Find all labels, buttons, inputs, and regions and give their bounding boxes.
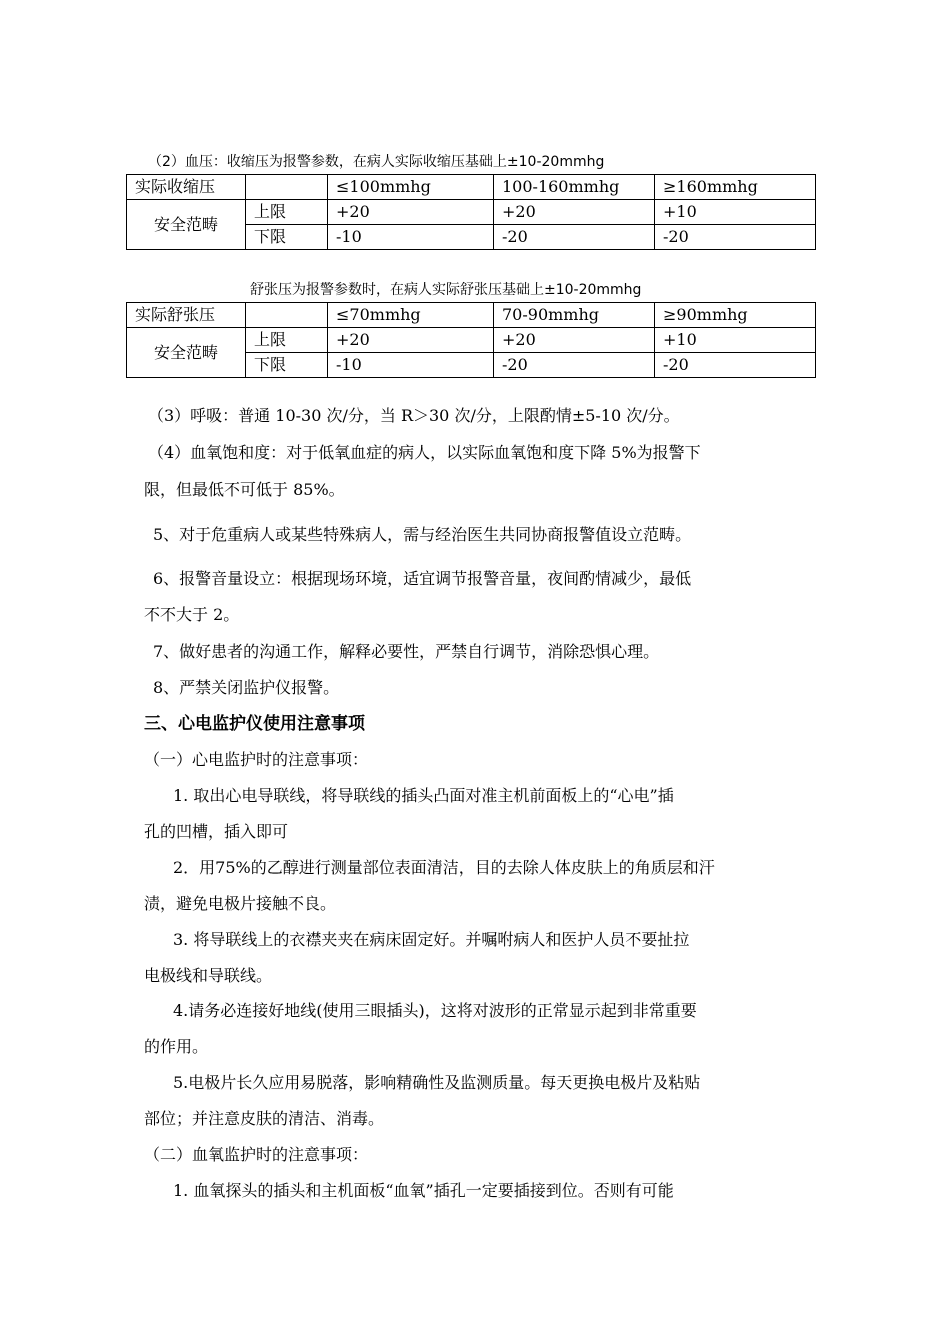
table-cell: 下限 [246,353,328,378]
paragraph-line: 5.电极片长久应用易脱落，影响精确性及监测质量。每天更换电极片及粘贴 [173,1073,701,1092]
table-cell [246,175,328,200]
table-cell: ≥160mmhg [655,175,816,200]
section-heading: 三、心电监护仪使用注意事项 [144,714,365,734]
paragraph-line: 1. 取出心电导联线，将导联线的插头凸面对准主机前面板上的“心电”插 [173,786,674,805]
table-cell: 下限 [246,225,328,250]
table-row [127,200,816,225]
paragraph-line: 不不大于 2。 [144,605,240,624]
table-cell: ≥90mmhg [655,303,816,328]
paragraph-line: 的作用。 [144,1037,209,1056]
paragraph-line: 孔的凹槽，插入即可 [144,822,289,841]
paragraph-line: 1. 血氧探头的插头和主机面板“血氧”插孔一定要插接到位。否则有可能 [173,1181,674,1200]
table-cell [246,303,328,328]
table-cell: +20 [328,328,494,353]
subsection-heading: （一）心电监护时的注意事项： [144,750,369,769]
table-row [127,303,816,328]
table-cell: 上限 [246,328,328,353]
paragraph-line: （3）呼吸：普通 10-30 次/分，当 R＞30 次/分，上限酌情±5-10 次/分。 [148,406,680,425]
paragraph-line: 8、严禁关闭监护仪报警。 [153,678,340,697]
paragraph-line: 2．用75%的乙醇进行测量部位表面清洁，目的去除人体皮肤上的角质层和汗 [173,858,715,877]
table-cell: 实际舒张压 [127,303,246,328]
table-row [127,175,816,200]
table-cell: 安全范畴 [127,200,246,250]
table-cell: +10 [655,200,816,225]
table-cell: -20 [494,225,655,250]
table-cell: -20 [655,225,816,250]
paragraph-line: 部位；并注意皮肤的清洁、消毒。 [144,1109,385,1128]
systolic-table [126,174,816,250]
paragraph-line: 3. 将导联线上的衣襟夹夹在病床固定好。并嘱咐病人和医护人员不要扯拉 [173,930,690,949]
table-cell: 安全范畴 [127,328,246,378]
paragraph-line: （4）血氧饱和度：对于低氧血症的病人，以实际血氧饱和度下降 5%为报警下 [148,443,701,462]
table-cell: 70-90mmhg [494,303,655,328]
table-cell: 实际收缩压 [127,175,246,200]
table-cell: ≤100mmhg [328,175,494,200]
table-cell: +20 [494,200,655,225]
subsection-heading: （二）血氧监护时的注意事项： [144,1145,369,1164]
table-cell: 上限 [246,200,328,225]
bp-caption: （2）血压：收缩压为报警参数，在病人实际收缩压基础上±10-20mmhg [148,154,605,170]
table-row [127,328,816,353]
paragraph-line: 7、做好患者的沟通工作，解释必要性，严禁自行调节，消除恐惧心理。 [153,642,660,661]
table-cell: -10 [328,353,494,378]
table-cell: -20 [494,353,655,378]
paragraph-line: 4.请务必连接好地线(使用三眼插头)，这将对波形的正常显示起到非常重要 [173,1001,697,1020]
table-cell: -10 [328,225,494,250]
table-cell: +20 [328,200,494,225]
table-cell: +10 [655,328,816,353]
table-cell: +20 [494,328,655,353]
paragraph-line: 电极线和导联线。 [144,966,273,985]
paragraph-line: 渍，避免电极片接触不良。 [144,894,337,913]
paragraph-line: 限，但最低不可低于 85%。 [144,480,345,499]
paragraph-line: 5、对于危重病人或某些特殊病人，需与经治医生共同协商报警值设立范畴。 [153,525,692,544]
table-cell: -20 [655,353,816,378]
diastolic-table [126,302,816,378]
paragraph-line: 6、报警音量设立：根据现场环境，适宜调节报警音量，夜间酌情减少，最低 [153,569,692,588]
dia-caption: 舒张压为报警参数时，在病人实际舒张压基础上±10-20mmhg [250,282,642,298]
table-cell: 100-160mmhg [494,175,655,200]
table-cell: ≤70mmhg [328,303,494,328]
